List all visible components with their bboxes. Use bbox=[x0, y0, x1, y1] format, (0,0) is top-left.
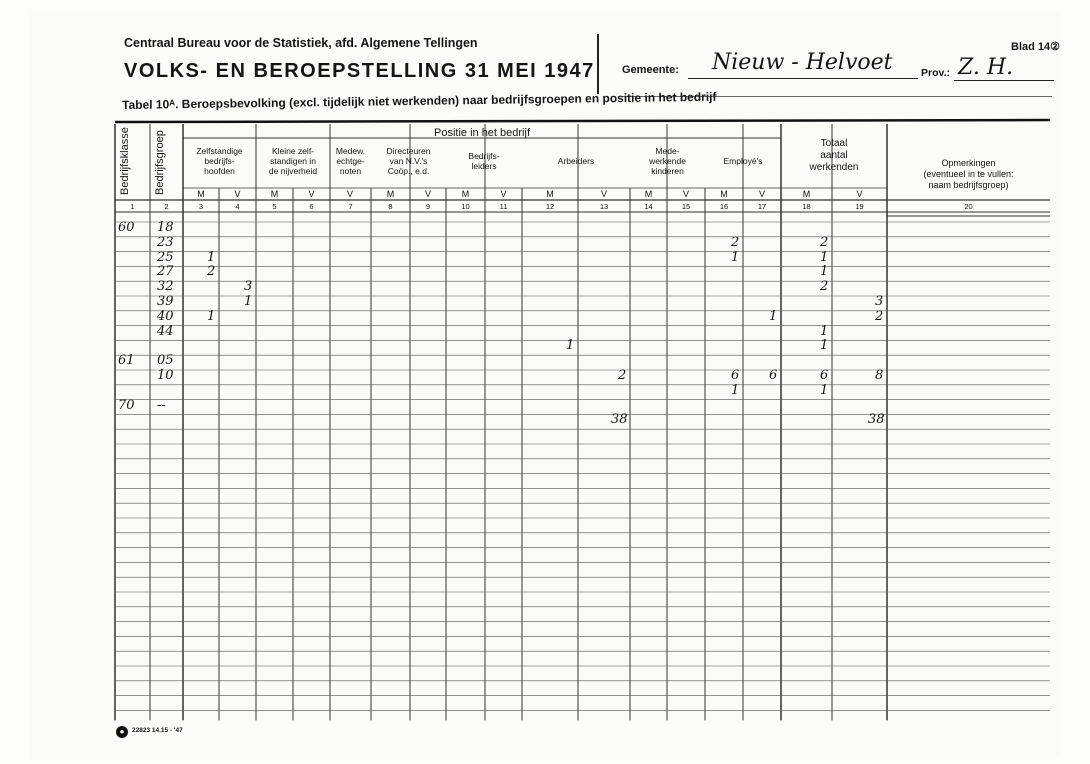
v-label: V bbox=[856, 189, 863, 199]
count-cell: 1 bbox=[820, 382, 829, 398]
count-cell: 2 bbox=[875, 308, 884, 324]
count-cell: 38 bbox=[868, 412, 885, 428]
bedrijfsgroep-value: 25 bbox=[157, 249, 174, 265]
column-number: 12 bbox=[545, 202, 555, 211]
v-label: V bbox=[600, 189, 607, 199]
kleine-header: Kleine zelf- standigen in de nijverheid bbox=[268, 146, 318, 176]
directeuren-header: Directeuren van N.V.'s Coöp., e.d. bbox=[386, 146, 431, 176]
count-cell: 6 bbox=[769, 368, 778, 383]
m-label: M bbox=[802, 189, 811, 199]
table-caption: Tabel 10ᴬ. Beroepsbevolking (excl. tijdelijk niet werkenden) naar bedrijfsgroepen en positie in het bedrijf bbox=[122, 89, 717, 112]
count-cell: 1 bbox=[769, 308, 778, 324]
m-label: M bbox=[546, 189, 554, 199]
column-number: 1 bbox=[130, 202, 135, 211]
bedrijfsgroep-header: Bedrijfsgroep bbox=[154, 130, 166, 195]
count-cell: 1 bbox=[207, 308, 216, 324]
bedrijfsgroep-value: 44 bbox=[157, 323, 174, 339]
column-number: 8 bbox=[388, 202, 393, 211]
count-cell: 2 bbox=[731, 234, 740, 250]
gemeente-label: Gemeente: bbox=[622, 64, 679, 76]
count-cell: 38 bbox=[611, 412, 628, 428]
column-number: 7 bbox=[348, 202, 353, 211]
column-number: 20 bbox=[964, 202, 973, 211]
zelfstandige-header: Zelfstandige bedrijfs- hoofden bbox=[196, 146, 243, 176]
v-label: V bbox=[424, 189, 431, 199]
count-cell: 1 bbox=[820, 323, 829, 339]
prov-label: Prov.: bbox=[921, 67, 950, 79]
bedrijfsgroep-value: 40 bbox=[157, 308, 174, 324]
bedrijfsgroep-value: 39 bbox=[157, 294, 174, 309]
totaal-header: Totaal aantal werkenden bbox=[809, 138, 859, 173]
column-number: 5 bbox=[272, 202, 277, 211]
medewerkende-header: Mede- werkende kinderen bbox=[649, 146, 686, 176]
column-number: 15 bbox=[681, 202, 691, 211]
form-title: VOLKS- EN BEROEPSTELLING 31 MEI 1947 bbox=[124, 60, 595, 82]
count-cell: 2 bbox=[618, 368, 627, 383]
bedrijfsgroep-value: -- bbox=[157, 397, 166, 413]
arbeiders-header: Arbeiders bbox=[557, 156, 595, 166]
count-cell: 2 bbox=[207, 264, 216, 280]
column-number: 10 bbox=[461, 202, 470, 211]
column-number: 6 bbox=[309, 202, 314, 211]
count-cell: 1 bbox=[731, 382, 740, 398]
publisher-logo-icon: ● bbox=[116, 726, 128, 738]
column-number: 17 bbox=[757, 202, 767, 211]
column-number: 13 bbox=[599, 202, 609, 211]
count-cell: 2 bbox=[820, 234, 829, 250]
employes-header: Employé's bbox=[723, 156, 763, 166]
bedrijfsklasse-header: Bedrijfsklasse bbox=[119, 127, 131, 195]
table-top-rule bbox=[115, 120, 1050, 122]
count-cell: 1 bbox=[244, 294, 253, 309]
count-cell: 1 bbox=[820, 338, 829, 354]
bedrijfsklasse-value: 61 bbox=[118, 353, 135, 369]
v-label: V bbox=[234, 189, 241, 199]
m-label: M bbox=[197, 189, 205, 199]
count-cell: 1 bbox=[820, 249, 829, 265]
column-number: 4 bbox=[235, 202, 240, 211]
count-cell: 8 bbox=[875, 368, 884, 383]
bureau-heading: Centraal Bureau voor de Statistiek, afd. Algemene Tellingen bbox=[124, 36, 478, 50]
column-number: 16 bbox=[719, 202, 729, 211]
v-label: V bbox=[682, 189, 689, 199]
prov-value: Z. H. bbox=[958, 55, 1014, 80]
bedrijfsgroep-value: 05 bbox=[157, 353, 174, 369]
bedrijfsgroep-value: 27 bbox=[157, 264, 174, 280]
positie-header: Positie in het bedrijf bbox=[434, 127, 530, 139]
count-cell: 1 bbox=[820, 264, 829, 280]
m-label: M bbox=[720, 189, 728, 199]
count-cell: 6 bbox=[731, 368, 740, 383]
column-number: 19 bbox=[855, 202, 864, 211]
v-label: V bbox=[346, 189, 353, 199]
bedrijfsgroep-value: 10 bbox=[157, 368, 174, 383]
bedrijfsleiders-header: Bedrijfs- leiders bbox=[468, 151, 500, 171]
count-cell: 3 bbox=[244, 279, 253, 295]
v-label: V bbox=[758, 189, 765, 199]
column-number: 14 bbox=[644, 202, 653, 211]
v-label: V bbox=[500, 189, 507, 199]
opmerkingen-header: Opmerkingen (eventueel in te vullen: naam bedrijfsgroep) bbox=[923, 158, 1014, 190]
count-cell: 1 bbox=[566, 338, 575, 354]
count-cell: 6 bbox=[820, 368, 829, 383]
count-cell: 1 bbox=[207, 249, 216, 265]
sheet-number: Blad 14② bbox=[1011, 41, 1060, 53]
count-cell: 1 bbox=[731, 249, 740, 265]
gemeente-value: Nieuw - Helvoet bbox=[712, 50, 893, 75]
m-label: M bbox=[644, 189, 653, 199]
bedrijfsgroep-value: 32 bbox=[157, 279, 174, 295]
m-label: M bbox=[386, 189, 395, 199]
form-code: 22823 14.15 - '47 bbox=[132, 727, 183, 734]
v-label: V bbox=[308, 189, 315, 199]
count-cell: 2 bbox=[820, 279, 829, 295]
bedrijfsgroep-value: 23 bbox=[157, 234, 174, 250]
column-number: 2 bbox=[164, 202, 169, 211]
m-label: M bbox=[270, 189, 279, 199]
bedrijfsgroep-value: 18 bbox=[157, 220, 174, 235]
m-label: M bbox=[461, 189, 470, 199]
bedrijfsklasse-value: 60 bbox=[118, 220, 135, 235]
column-number: 9 bbox=[425, 202, 431, 211]
medew-header: Medew. echtge- noten bbox=[335, 146, 366, 176]
column-number: 3 bbox=[198, 202, 204, 211]
count-cell: 3 bbox=[875, 294, 884, 309]
bedrijfsklasse-value: 70 bbox=[118, 397, 135, 413]
column-number: 11 bbox=[499, 202, 508, 211]
column-number: 18 bbox=[802, 202, 811, 211]
